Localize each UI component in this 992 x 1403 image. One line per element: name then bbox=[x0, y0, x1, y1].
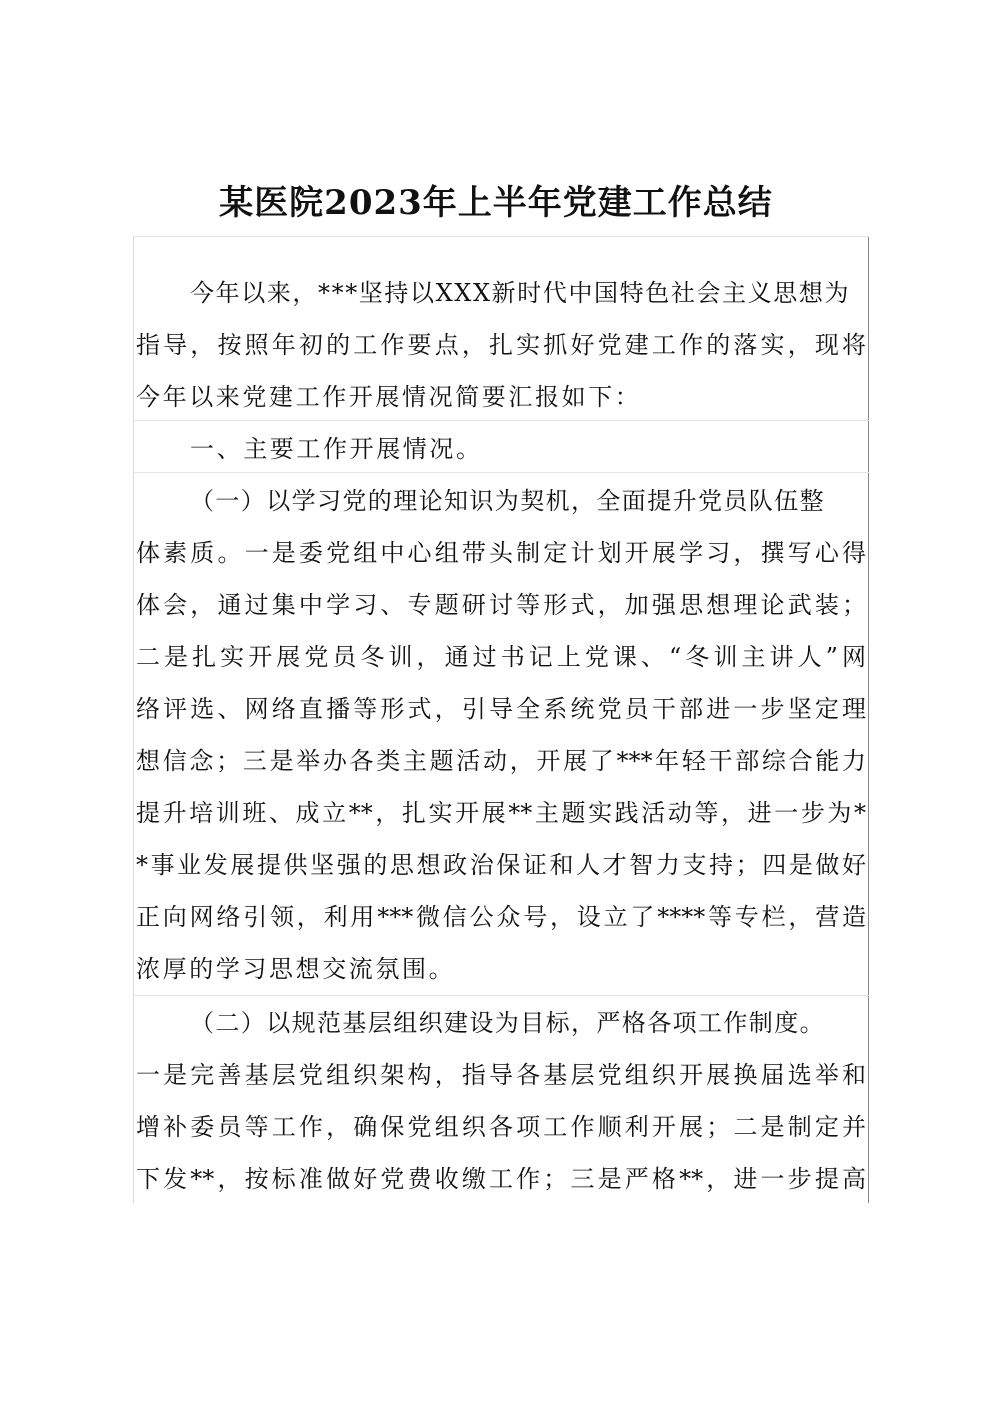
subsection-heading: （二）以规范基层组织建设为目标，严格各项工作制度。 bbox=[190, 1009, 825, 1037]
body-text-line: 想信念；三是举办各类主题活动，开展了***年轻干部综合能力 bbox=[136, 747, 866, 775]
body-text-line: *事业发展提供坚强的思想政治保证和人才智力支持；四是做好 bbox=[136, 851, 866, 879]
subsection-heading: （一）以学习党的理论知识为契机，全面提升党员队伍整 bbox=[190, 487, 825, 515]
document-title: 某医院2023年上半年党建工作总结 bbox=[219, 183, 773, 223]
body-text-line: 提升培训班、成立**，扎实开展**主题实践活动等，进一步为* bbox=[136, 799, 866, 827]
body-text-line: 二是扎实开展党员冬训，通过书记上党课、“冬训主讲人”网 bbox=[136, 643, 866, 671]
paragraph-separator bbox=[133, 420, 869, 421]
body-text-line: 一是完善基层党组织架构，指导各基层党组织开展换届选举和 bbox=[136, 1061, 866, 1089]
body-text-line: 浓厚的学习思想交流氛围。 bbox=[136, 955, 456, 983]
body-text-line: 今年以来，***坚持以XXX新时代中国特色社会主义思想为 bbox=[190, 279, 851, 307]
frame-right-border bbox=[868, 236, 869, 1203]
body-text-line: 络评选、网络直播等形式，引导全系统党员干部进一步坚定理 bbox=[136, 695, 866, 723]
body-text-line: 体会，通过集中学习、专题研讨等形式，加强思想理论武装； bbox=[136, 591, 866, 619]
frame-top-border bbox=[133, 236, 869, 237]
body-text-line: 指导，按照年初的工作要点，扎实抓好党建工作的落实，现将 bbox=[136, 331, 866, 359]
body-text-line: 今年以来党建工作开展情况简要汇报如下： bbox=[136, 383, 642, 411]
paragraph-separator bbox=[133, 995, 869, 996]
body-text-line: 下发**，按标准做好党费收缴工作；三是严格**，进一步提高 bbox=[136, 1165, 866, 1193]
body-text-line: 体素质。一是委党组中心组带头制定计划开展学习，撰写心得 bbox=[136, 539, 866, 567]
body-text-line: 增补委员等工作，确保党组织各项工作顺利开展；二是制定并 bbox=[136, 1113, 866, 1141]
body-text-line: 正向网络引领，利用***微信公众号，设立了****等专栏，营造 bbox=[136, 903, 866, 931]
paragraph-separator bbox=[133, 472, 869, 473]
section-heading: 一、主要工作开展情况。 bbox=[190, 435, 483, 463]
frame-left-border bbox=[133, 236, 134, 1203]
